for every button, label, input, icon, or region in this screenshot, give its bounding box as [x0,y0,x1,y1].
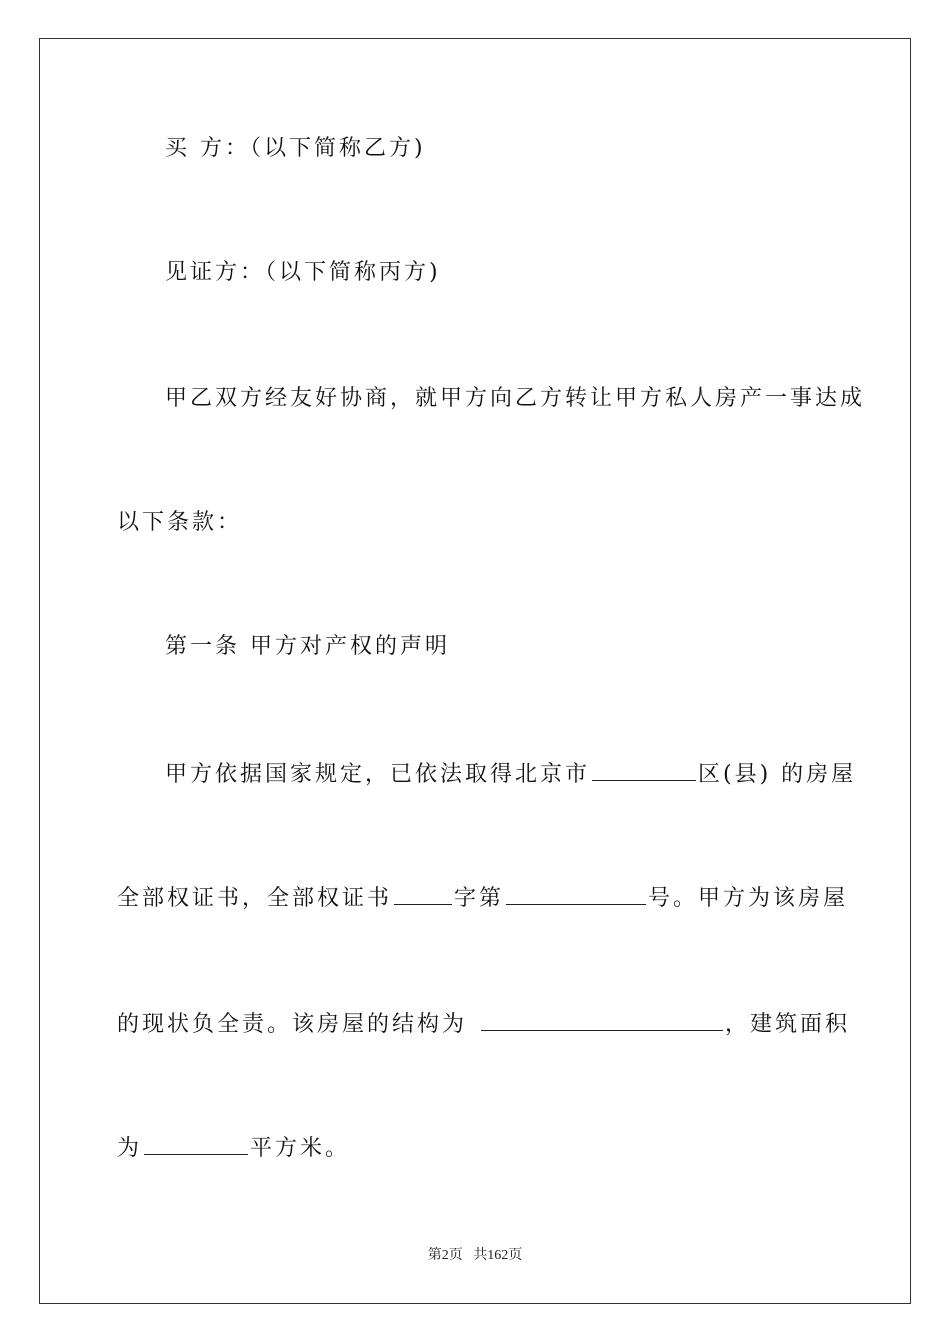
page-footer [0,1246,950,1266]
text-segment: 平方米。 [250,1136,351,1161]
certificate-prefix-blank [394,882,452,905]
area-blank [144,1132,248,1155]
structure-blank [481,1008,723,1031]
agreement-intro-line-2: 以下条款： [117,510,243,535]
text-segment: 甲方依据国家规定，已依法取得北京市 [165,762,591,787]
text-segment: ，建筑面积 [725,1012,851,1037]
property-statement-line-1 [165,758,856,790]
property-statement-line-2 [117,882,848,914]
text-segment: 全部权证书，全部权证书 [117,886,393,911]
agreement-intro-line-1: 甲乙双方经友好协商，就甲方向乙方转让甲方私人房产一事达成 [165,386,866,411]
article-one-heading: 第一条 甲方对产权的声明 [165,634,450,659]
text-segment: 为 [117,1136,143,1161]
page-number: 第2页 [427,1248,463,1263]
text-segment: 号。甲方为该房屋 [648,886,849,911]
text-segment: 字第 [454,886,505,911]
property-statement-line-3 [117,1008,850,1040]
buyer-line: 买 方：（以下简称乙方) [165,136,426,161]
text-segment: 的现状负全责。该房屋的结构为 [117,1012,468,1037]
certificate-number-blank [506,882,646,905]
witness-line: 见证方：（以下简称丙方) [165,260,441,285]
page-total: 共162页 [473,1248,523,1263]
text-segment: 区(县) 的房屋 [698,762,857,787]
property-statement-line-4 [117,1132,350,1164]
district-blank [592,758,696,781]
page-border [39,38,911,1304]
